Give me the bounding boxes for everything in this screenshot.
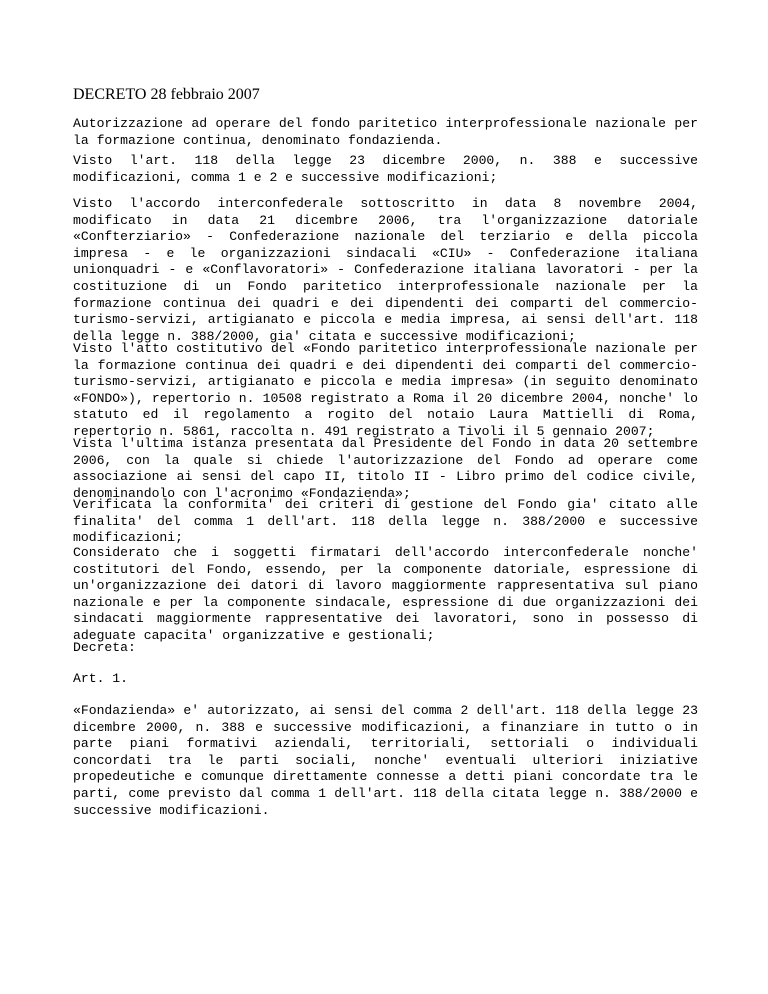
paragraph-verificata-conformita: Verificata la conformita' dei criteri di gestione del Fondo gia' citato alle finalita' del comma 1 dell'art. 118 della legge n. 388/2000 e successive modificazioni; [73, 497, 698, 546]
article-1-body: «Fondazienda» e' autorizzato, ai sensi del comma 2 dell'art. 118 della legge 23 dicembre 2000, n. 388 e successive modificazioni, a finanziare in tutto o in parte piani formativi aziendali, territoriali, settoriali o individuali concordati tra le parti sociali, nonche' eventuali ulteriori iniziative propedeutiche e comunque direttamente connesse a detti piani concordate tra le parti, come previsto dal comma 1 dell'art. 118 della citata legge n. 388/2000 e successive modificazioni. [73, 703, 698, 818]
paragraph-visto-accordo: Visto l'accordo interconfederale sottoscritto in data 8 novembre 2004, modificato in data 21 dicembre 2006, tra l'organizzazione datoriale «Confterziario» - Confederazione nazionale del terziario e della piccola impresa - e le organizzazioni sindacali «CIU» - Confederazione italiana unionquadri - e «Conflavoratori» - Confederazione italiana lavoratori - per la costituzione di un Fondo paritetico interprofessionale nazionale per la formazione continua dei quadri e dei dipendenti dei comparti del commercio-turismo-servizi, artigianato e piccola e media impresa, ai sensi dell'art. 118 della legge n. 388/2000, gia' citata e successive modificazioni; [73, 196, 698, 344]
paragraph-visto-art-118: Visto l'art. 118 della legge 23 dicembre 2000, n. 388 e successive modificazioni, comma 1 e 2 e successive modificazioni; [73, 153, 698, 185]
decreta-heading: Decreta: [73, 640, 136, 655]
page-title: DECRETO 28 febbraio 2007 [73, 86, 260, 103]
article-heading: Art. 1. [73, 671, 129, 686]
paragraph-considerato: Considerato che i soggetti firmatari dell'accordo interconfederale nonche' costitutori del Fondo, essendo, per la componente datoriale, espressione di un'organizzazione dei datori di lavoro maggiormente rappresentativa sul piano nazionale e per la componente sindacale, espressione di due organizzazioni dei sindacati maggiormente rappresentative dei lavoratori, sono in possesso di adeguate capacita' organizzative e gestionali; [73, 545, 698, 643]
paragraph-vista-istanza: Vista l'ultima istanza presentata dal Presidente del Fondo in data 20 settembre 2006, con la quale si chiede l'autorizzazione del Fondo ad operare come associazione ai sensi del capo II, titolo II - Libro primo del codice civile, denominandolo con l'acronimo «Fondazienda»; [73, 436, 698, 501]
paragraph-visto-atto-costitutivo: Visto l'atto costitutivo del «Fondo paritetico interprofessionale nazionale per la formazione continua dei quadri e dei dipendenti dei comparti del commercio-turismo-servizi, artigianato e piccola e media impresa» (in seguito denominato «FONDO»), repertorio n. 10508 registrato a Roma il 20 dicembre 2004, nonche' lo statuto ed il regolamento a rogito del notaio Laura Mattielli di Roma, repertorio n. 5861, raccolta n. 491 registrato a Tivoli il 5 gennaio 2007; [73, 341, 698, 439]
decree-subtitle: Autorizzazione ad operare del fondo paritetico interprofessionale nazionale per la formazione continua, denominato fondazienda. [73, 116, 698, 148]
